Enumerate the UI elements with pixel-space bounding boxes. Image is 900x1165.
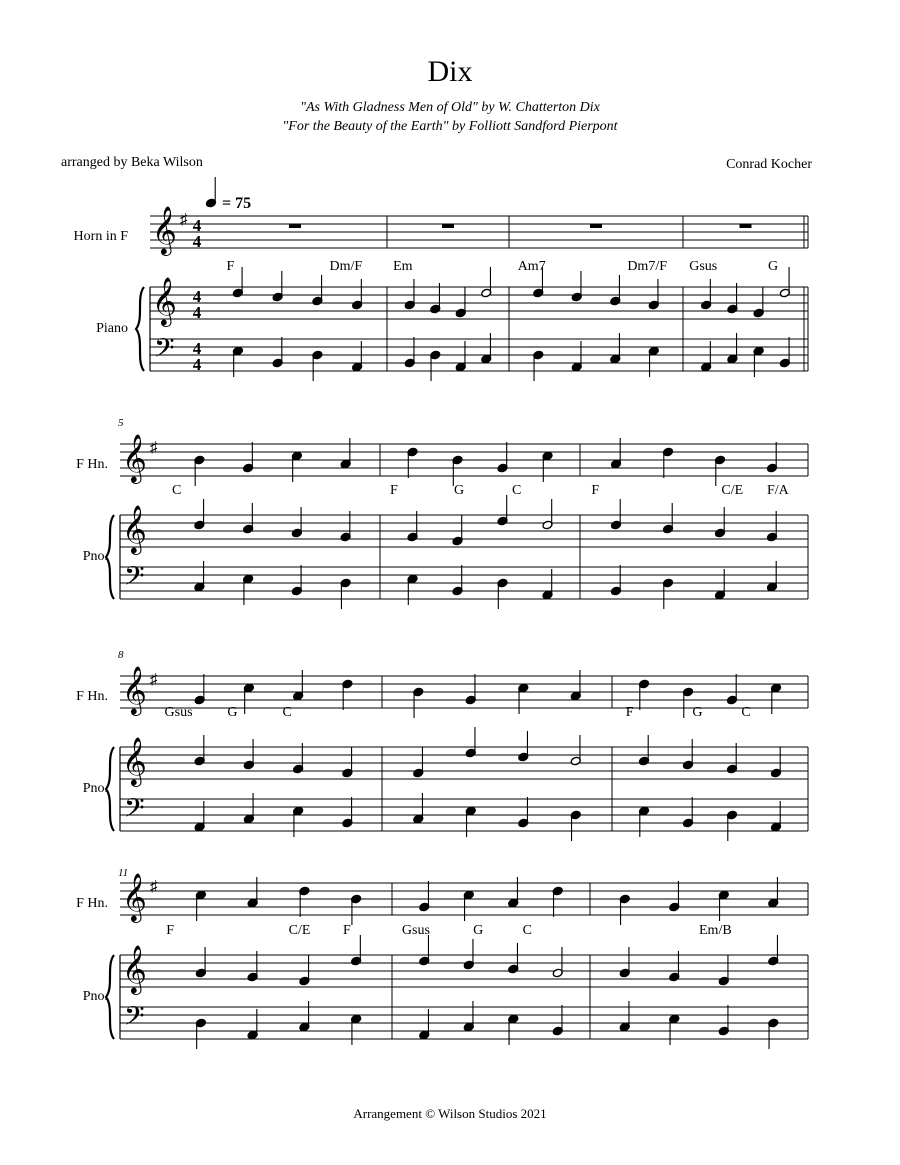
chord-symbol: Em — [393, 259, 413, 274]
instrument-name-horn: F Hn. — [76, 896, 108, 911]
time-signature-top: 4 — [192, 339, 202, 358]
bass-clef-icon: 𝄢 — [124, 1001, 145, 1037]
instrument-name-horn: F Hn. — [76, 689, 108, 704]
whole-rest-icon — [740, 224, 752, 228]
chord-symbol: F — [625, 705, 634, 720]
chord-symbol: F — [343, 923, 351, 938]
chord-symbol: Em/B — [699, 923, 732, 938]
composer-credit: Conrad Kocher — [726, 157, 812, 172]
chord-symbol: F — [390, 483, 398, 498]
chord-symbol: G — [768, 259, 779, 274]
measure-number: 5 — [118, 417, 124, 429]
time-signature-bottom: 4 — [192, 232, 202, 251]
instrument-name-piano: Pno. — [82, 549, 108, 564]
instrument-name-piano: Pno. — [82, 781, 108, 796]
chord-symbol: C — [282, 705, 292, 720]
grand-staff-brace — [136, 287, 144, 371]
bass-clef-icon: 𝄢 — [154, 333, 175, 369]
time-signature-bottom: 4 — [192, 303, 202, 322]
chord-symbol: G — [692, 705, 703, 720]
measure-number: 8 — [118, 649, 124, 661]
key-signature-sharp-icon: ♯ — [180, 212, 188, 228]
chord-symbol: C/E — [288, 923, 311, 938]
chord-symbol: F — [166, 923, 175, 938]
key-signature-sharp-icon: ♯ — [150, 440, 158, 456]
instrument-name-horn: Horn in F — [73, 229, 128, 244]
chord-symbol: F/A — [766, 483, 789, 498]
whole-rest-icon — [289, 224, 301, 228]
treble-clef-icon: 𝄞 — [152, 208, 177, 254]
chord-symbol: C — [172, 483, 182, 498]
key-signature-sharp-icon: ♯ — [150, 879, 158, 895]
treble-clef-icon: 𝄞 — [122, 668, 147, 714]
bass-clef-icon: 𝄢 — [124, 793, 145, 829]
time-signature-bottom: 4 — [192, 355, 202, 374]
chord-symbol: Gsus — [401, 923, 430, 938]
treble-clef-icon: 𝄞 — [122, 507, 147, 553]
chord-symbol: G — [227, 705, 238, 720]
whole-rest-icon — [590, 224, 602, 228]
measure-number: 11 — [118, 867, 129, 879]
chord-symbol: Am7 — [517, 259, 546, 274]
chord-symbol: Dm7/F — [627, 259, 668, 274]
chord-symbol: F — [591, 483, 600, 498]
chord-symbol: G — [473, 923, 484, 938]
instrument-name-horn: F Hn. — [76, 457, 108, 472]
treble-clef-icon: 𝄞 — [122, 875, 147, 921]
whole-rest-icon — [442, 224, 454, 228]
copyright-footer: Arrangement © Wilson Studios 2021 — [353, 1106, 547, 1121]
chord-symbol: C/E — [721, 483, 744, 498]
chord-symbol: Gsus — [689, 259, 718, 274]
instrument-name-piano: Pno. — [82, 989, 108, 1004]
piece-title: Dix — [427, 55, 473, 88]
key-signature-sharp-icon: ♯ — [150, 672, 158, 688]
tempo-marking: = 75 — [222, 195, 252, 212]
chord-symbol: C — [512, 483, 522, 498]
instrument-name-piano: Piano — [96, 321, 128, 336]
treble-clef-icon: 𝄞 — [122, 739, 147, 785]
chord-symbol: Dm/F — [329, 259, 363, 274]
treble-clef-icon: 𝄞 — [152, 279, 177, 325]
bass-clef-icon: 𝄢 — [124, 561, 145, 597]
subtitle-hymn-1: "As With Gladness Men of Old" by W. Chatterton Dix — [300, 100, 600, 115]
time-signature-top: 4 — [192, 216, 202, 235]
subtitle-hymn-2: "For the Beauty of the Earth" by Folliott Sandford Pierpont — [282, 119, 618, 134]
chord-symbol: G — [454, 483, 465, 498]
treble-clef-icon: 𝄞 — [122, 436, 147, 482]
chord-symbol: Gsus — [164, 705, 193, 720]
arranger-credit: arranged by Beka Wilson — [61, 155, 203, 170]
chord-symbol: C — [741, 705, 751, 720]
chord-symbol: C — [522, 923, 533, 938]
treble-clef-icon: 𝄞 — [122, 947, 147, 993]
time-signature-top: 4 — [192, 287, 202, 306]
chord-symbol: F — [226, 259, 235, 274]
